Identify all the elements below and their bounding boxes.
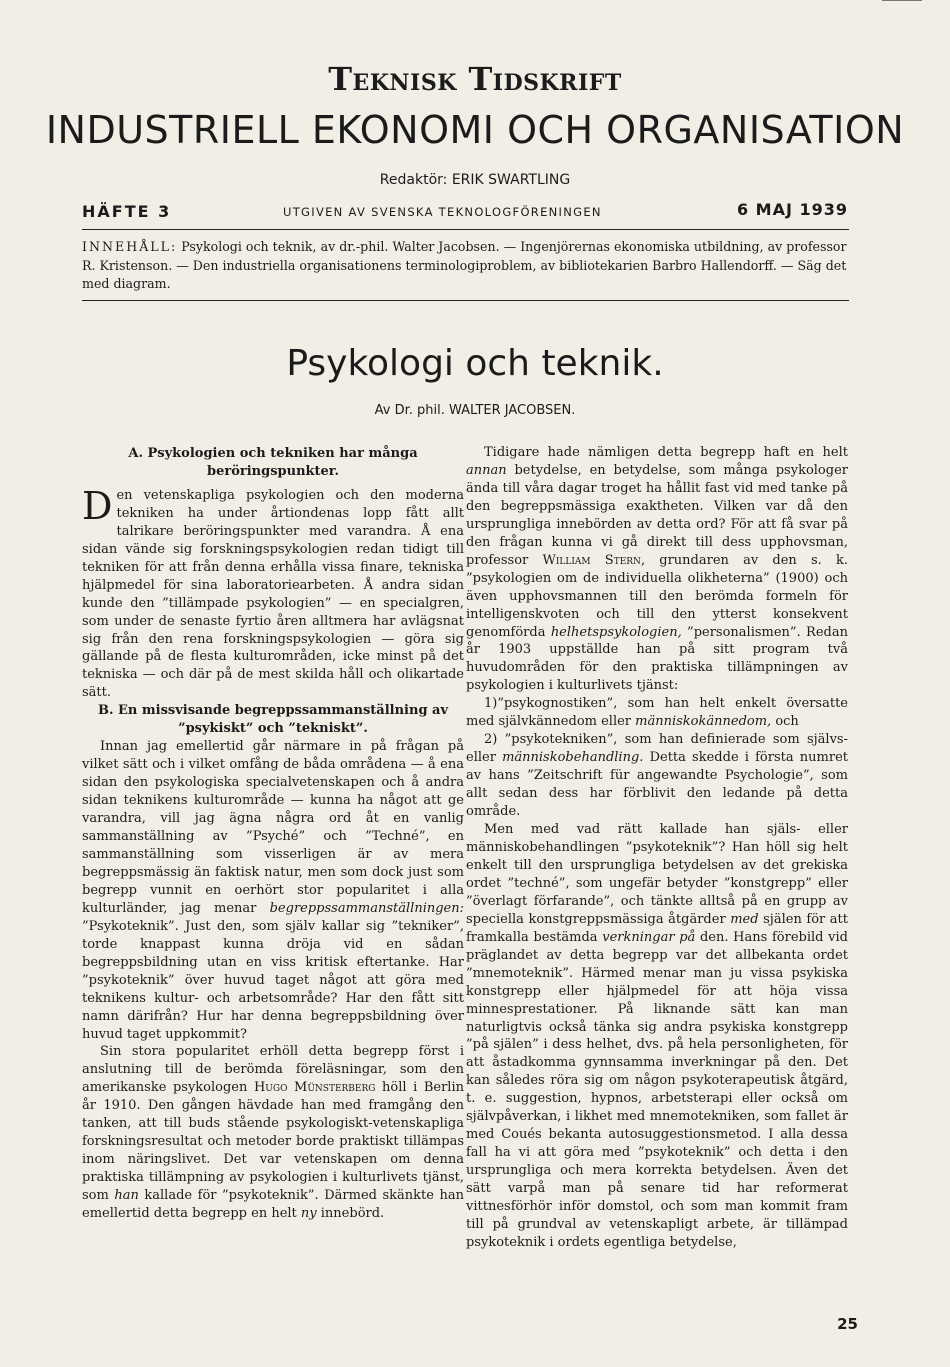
issue-number: HÄFTE 3 [82,202,172,221]
toc-rule [82,300,849,301]
journal-title: Teknisk Tidskrift [328,60,622,98]
toc-text: Psykologi och teknik, av dr.-phil. Walter Jacobsen. — Ingenjörernas ekonomiska utbildning, av professor R. Kristenson. — Den industriella organisationens terminologiproblem, av bibliotekarien Barbro Hallendorff. — Säg det med diagram. [82,239,847,291]
right-column [466,444,848,1252]
scan-mark [882,0,922,1]
section-title: INDUSTRIELL EKONOMI OCH ORGANISATION [45,108,905,152]
right-paragraph-4: Men med vad rätt kallade han själs- eller människobehandlingen ”psykoteknik”? Han höll sig helt enkelt till den ursprungliga betydelsen av det grekiska ordet ”techné”, som ungefär betyder ”konstgrepp” eller ”överlagt förfarande”, och tänkte alltså på en grupp av speciella konstgreppsmässiga åtgärder med själen för att framkalla bestämda verkningar på den. Hans förebild vid präglandet av detta begrepp var det allbekanta ordet ”mnemoteknik”. Härmed menar man ju vissa psykiska konstgrepp eller hjälpmedel för att höja vissa minnesprestationer. På liknande sätt kan man naturligtvis också tänka sig andra psykiska konstgrepp ”på själen” i dess helhet, dvs. på hela personligheten, för att åstadkomma gynnsamma inverkningar på den. Det kan således röra sig om någon psykoterapeutisk åtgärd, t. e. suggestion, hypnos, arbetsterapi eller också om självpåverkan, i likhet med mnemotekniken, som fallet är med Coués bekanta autosuggestionsmetod. I alla dessa fall ha vi att göra med ”psykoteknik” och detta i den ursprungliga och mera korrekta betydelsen. Även det sätt varpå man på senare tid har reformerat vittnesförhör inför domstol, och som man kommit fram till på grundval av vetenskapligt arbete, är tillämpad psykoteknik i ordets egentliga betydelse, [466,822,848,1250]
section-b-paragraph-1: Innan jag emellertid går närmare in på frågan på vilket sätt och i vilket omfång de båda områdena — å ena sidan den psykologiska specialvetenskapen och å andra sidan teknikens kulturområde — kunna ha något att ge varandra, vill jag ägna några ord åt en vanlig sammanställning av ”Psyché” och ”Techné”, en sammanställning som visserligen är av mera begreppsmässig än faktisk natur, men som dock just som begrepp vunnit en oerhört stor popularitet i alla kulturländer, jag menar begreppssammanställningen: ”Psykoteknik”. Just den, som själv kallar sig ”tekniker”, torde knappast kunna dröja vid en sådan begreppsbildning utan en viss kritisk eftertanke. Har ”psykoteknik” över huvud taget något att göra med teknikens kultur- och arbetsområde? Har den fått sitt namn därifrån? Hur har denna begreppsbildning över huvud taget uppkommit? [82,739,464,1042]
left-column [82,445,464,1223]
section-b-heading: B. En missvisande begreppssammanställning av ”psykiskt” och ”tekniskt”. [97,703,449,737]
drop-cap: D [82,483,113,528]
right-paragraph-2: 1)”psykognostiken”, som han helt enkelt översatte med självkännedom eller människokännedom, och [466,696,848,730]
article-byline: Av Dr. phil. WALTER JACOBSEN. [374,403,576,418]
publisher-line: UTGIVEN AV SVENSKA TEKNOLOGFÖRENINGEN [283,205,602,219]
section-a-paragraph: Den vetenskapliga psykologien och den moderna tekniken ha under årtiondenas lopp fått allt talrikare beröringspunkter med varandra. Å ena sidan vände sig forskningspsykologien redan tidigt till tekniken för att från denna erhålla vissa finare, tekniska hjälpmedel för sina laboratoriearbeten. Å andra sidan kunde den ”tillämpade psykologien” — en specialgren, som under de senaste fyrtio åren alltmera har avlägsnat sig från den rena forskningspsykologien — göra sig gällande på de flesta kulturområden, icke minst på det tekniska — och där på de mest skilda håll och olikartade sätt. [82,483,464,701]
page-number: 25 [837,1315,858,1333]
table-of-contents [82,238,850,294]
header-rule [82,229,849,230]
article-title: Psykologi och teknik. [286,343,664,384]
right-paragraph-3: 2) ”psykotekniken”, som han definierade som självs- eller människobehandling. Detta skedde i första numret av hans ”Zeitschrift für angewandte Psychologie”, som allt sedan dess har förblivit den ledande på detta område. [466,732,848,820]
toc-label: INNEHÅLL: [82,239,178,254]
section-b-paragraph-2: Sin stora popularitet erhöll detta begrepp först i anslutning till de berömda föreläsningar, som den amerikanske psykologen Hugo Münsterberg höll i Berlin år 1910. Den gången hävdade han med framgång den tanken, att till buds stående psykologiskt-vetenskapliga forskningsresultat och metoder borde praktiskt tillämpas inom näringslivet. Det var vetenskapen om denna praktiska tillämpning av psykologien i kulturlivets tjänst, som han kallade för ”psykoteknik”. Därmed skänkte han emellertid detta begrepp en helt ny innebörd. [82,1044,464,1222]
editor-line: Redaktör: ERIK SWARTLING [379,172,571,188]
right-paragraph-1: Tidigare hade nämligen detta begrepp haft en helt annan betydelse, en betydelse, som många psykologer ända till våra dagar troget ha hållit fast vid med tanke på den begreppsmässiga exaktheten. Vilken var då den ursprungliga innebörden av detta ord? För att få svar på den frågan kunna vi gå direkt till dess upphovsman, professor William Stern, grundaren av den s. k. ”psykologien om de individuella olikheterna” (1900) och även upphovsmannen till den berömda formeln för intelligenskvoten och till den ytterst konsekvent genomförda helhetspsykologien, ”personalismen”. Redan år 1903 uppställde han på sitt program två huvudområden för den praktiska tillämpningen av psykologien i kulturlivets tjänst: [466,445,848,694]
issue-date: 6 MAJ 1939 [736,200,848,219]
section-a-heading: A. Psykologien och tekniken har många beröringspunkter. [128,446,418,479]
